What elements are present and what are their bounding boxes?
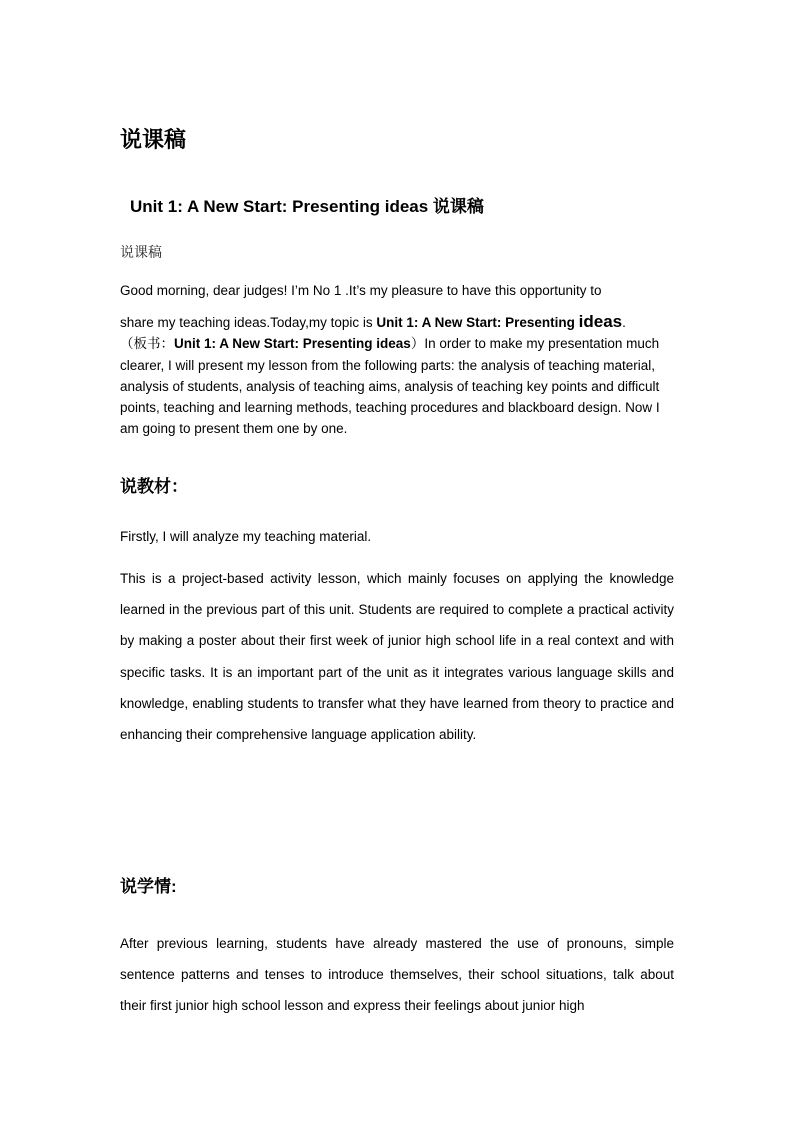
board-open: （板书： xyxy=(120,336,174,352)
material-intro: Firstly, I will analyze my teaching material. xyxy=(120,529,372,544)
material-heading: 说教材： xyxy=(120,477,188,496)
intro-topic-big: ideas xyxy=(578,312,623,331)
students-body: After previous learning, students have already mastered the use of pronouns, simple sentence patterns and tenses to introduce themselves, their school situations, talk about their first junior high school lesson and express their feelings about junior high xyxy=(120,936,674,1014)
intro-board-paragraph xyxy=(120,336,660,436)
intro-line-2-end: . xyxy=(622,315,626,330)
intro-topic-bold: Unit 1: A New Start: Presenting xyxy=(376,315,579,330)
small-label: 说课稿 xyxy=(120,245,162,261)
unit-title: Unit 1: A New Start: Presenting ideas 说课稿 xyxy=(130,197,484,216)
board-topic: Unit 1: A New Start: Presenting ideas xyxy=(174,336,411,351)
board-close: ） xyxy=(410,336,425,352)
material-body: This is a project-based activity lesson, which mainly focuses on applying the knowledge learned in the previous part of this unit. Students are required to complete a practical activity by making a poster about their first week of junior high school life in a real context and with specific tasks. It is an important part of the unit as it integrates various language skills and knowledge, enabling students to transfer what they have learned from theory to practice and enhancing their comprehensive language application ability. xyxy=(120,571,674,743)
students-heading: 说学情: xyxy=(120,877,177,896)
intro-rest: In order to make my presentation much clearer, I will present my lesson from the following parts: the analysis of teaching material, analysis of students, analysis of teaching aims, analysis of teaching key points and difficult points, teaching and learning methods, teaching procedures and blackboard design. Now I am going to present them one by one. xyxy=(120,336,660,436)
document-page xyxy=(120,0,674,1122)
intro-line-2 xyxy=(120,311,674,333)
intro-line-1: Good morning, dear judges! I’m No 1 .It’s my pleasure to have this opportunity to xyxy=(120,283,602,298)
document-title: 说课稿 xyxy=(120,127,187,152)
intro-paragraph xyxy=(120,280,674,439)
intro-line-2-start: share my teaching ideas.Today,my topic is xyxy=(120,315,377,330)
